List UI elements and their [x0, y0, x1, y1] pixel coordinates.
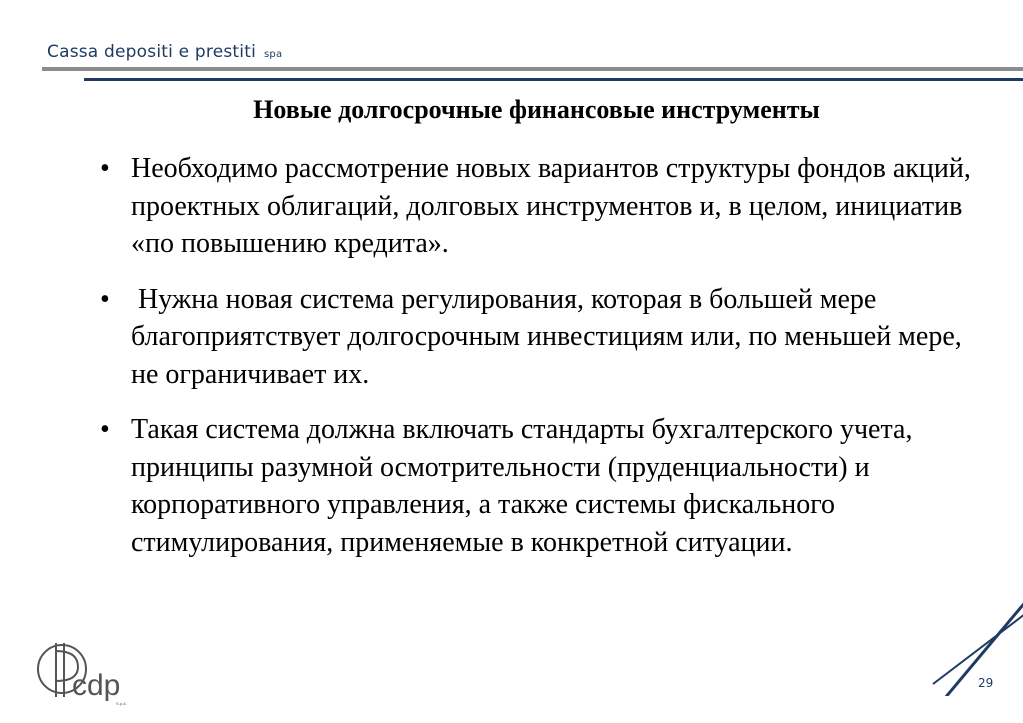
- bullet-item: [100, 150, 980, 263]
- logo-subtext: S.p.A.: [116, 701, 127, 706]
- header-rule-blue: [84, 78, 1023, 81]
- brand-suffix: spa: [264, 49, 283, 60]
- header-rule-gray: [42, 67, 1023, 71]
- slide-title: Новые долгосрочные финансовые инструменты: [253, 95, 820, 124]
- bullet-list: [100, 150, 980, 579]
- bullet-marker: •: [100, 414, 110, 445]
- bullet-marker: •: [100, 283, 110, 315]
- logo-text: cdp: [72, 669, 121, 702]
- cdp-logo: [34, 637, 130, 709]
- bullet-text: Такая система должна включать стандарты бухгалтерского учета, принципы разумной осмотрительности (пруденциальности) и корпоративного управления, а также системы фискального стимулирования, применяемые в конкретной ситуации.: [131, 414, 913, 558]
- corner-decoration: [915, 600, 1023, 696]
- brand-header: [47, 42, 282, 62]
- bullet-item: [100, 281, 980, 394]
- bullet-text: Нужна новая система регулирования, которая в большей мере благоприятствует долгосрочным инвестициям или, по меньшей мере, не ограничивает их.: [131, 283, 969, 390]
- bullet-item: [100, 411, 980, 561]
- brand-name: Cassa depositi e prestiti: [47, 42, 256, 62]
- page-number: 29: [978, 676, 994, 690]
- bullet-marker: •: [100, 153, 110, 184]
- bullet-text: Необходимо рассмотрение новых вариантов структуры фондов акций, проектных облигаций, долговых инструментов и, в целом, инициатив «по повышению кредита».: [131, 153, 971, 259]
